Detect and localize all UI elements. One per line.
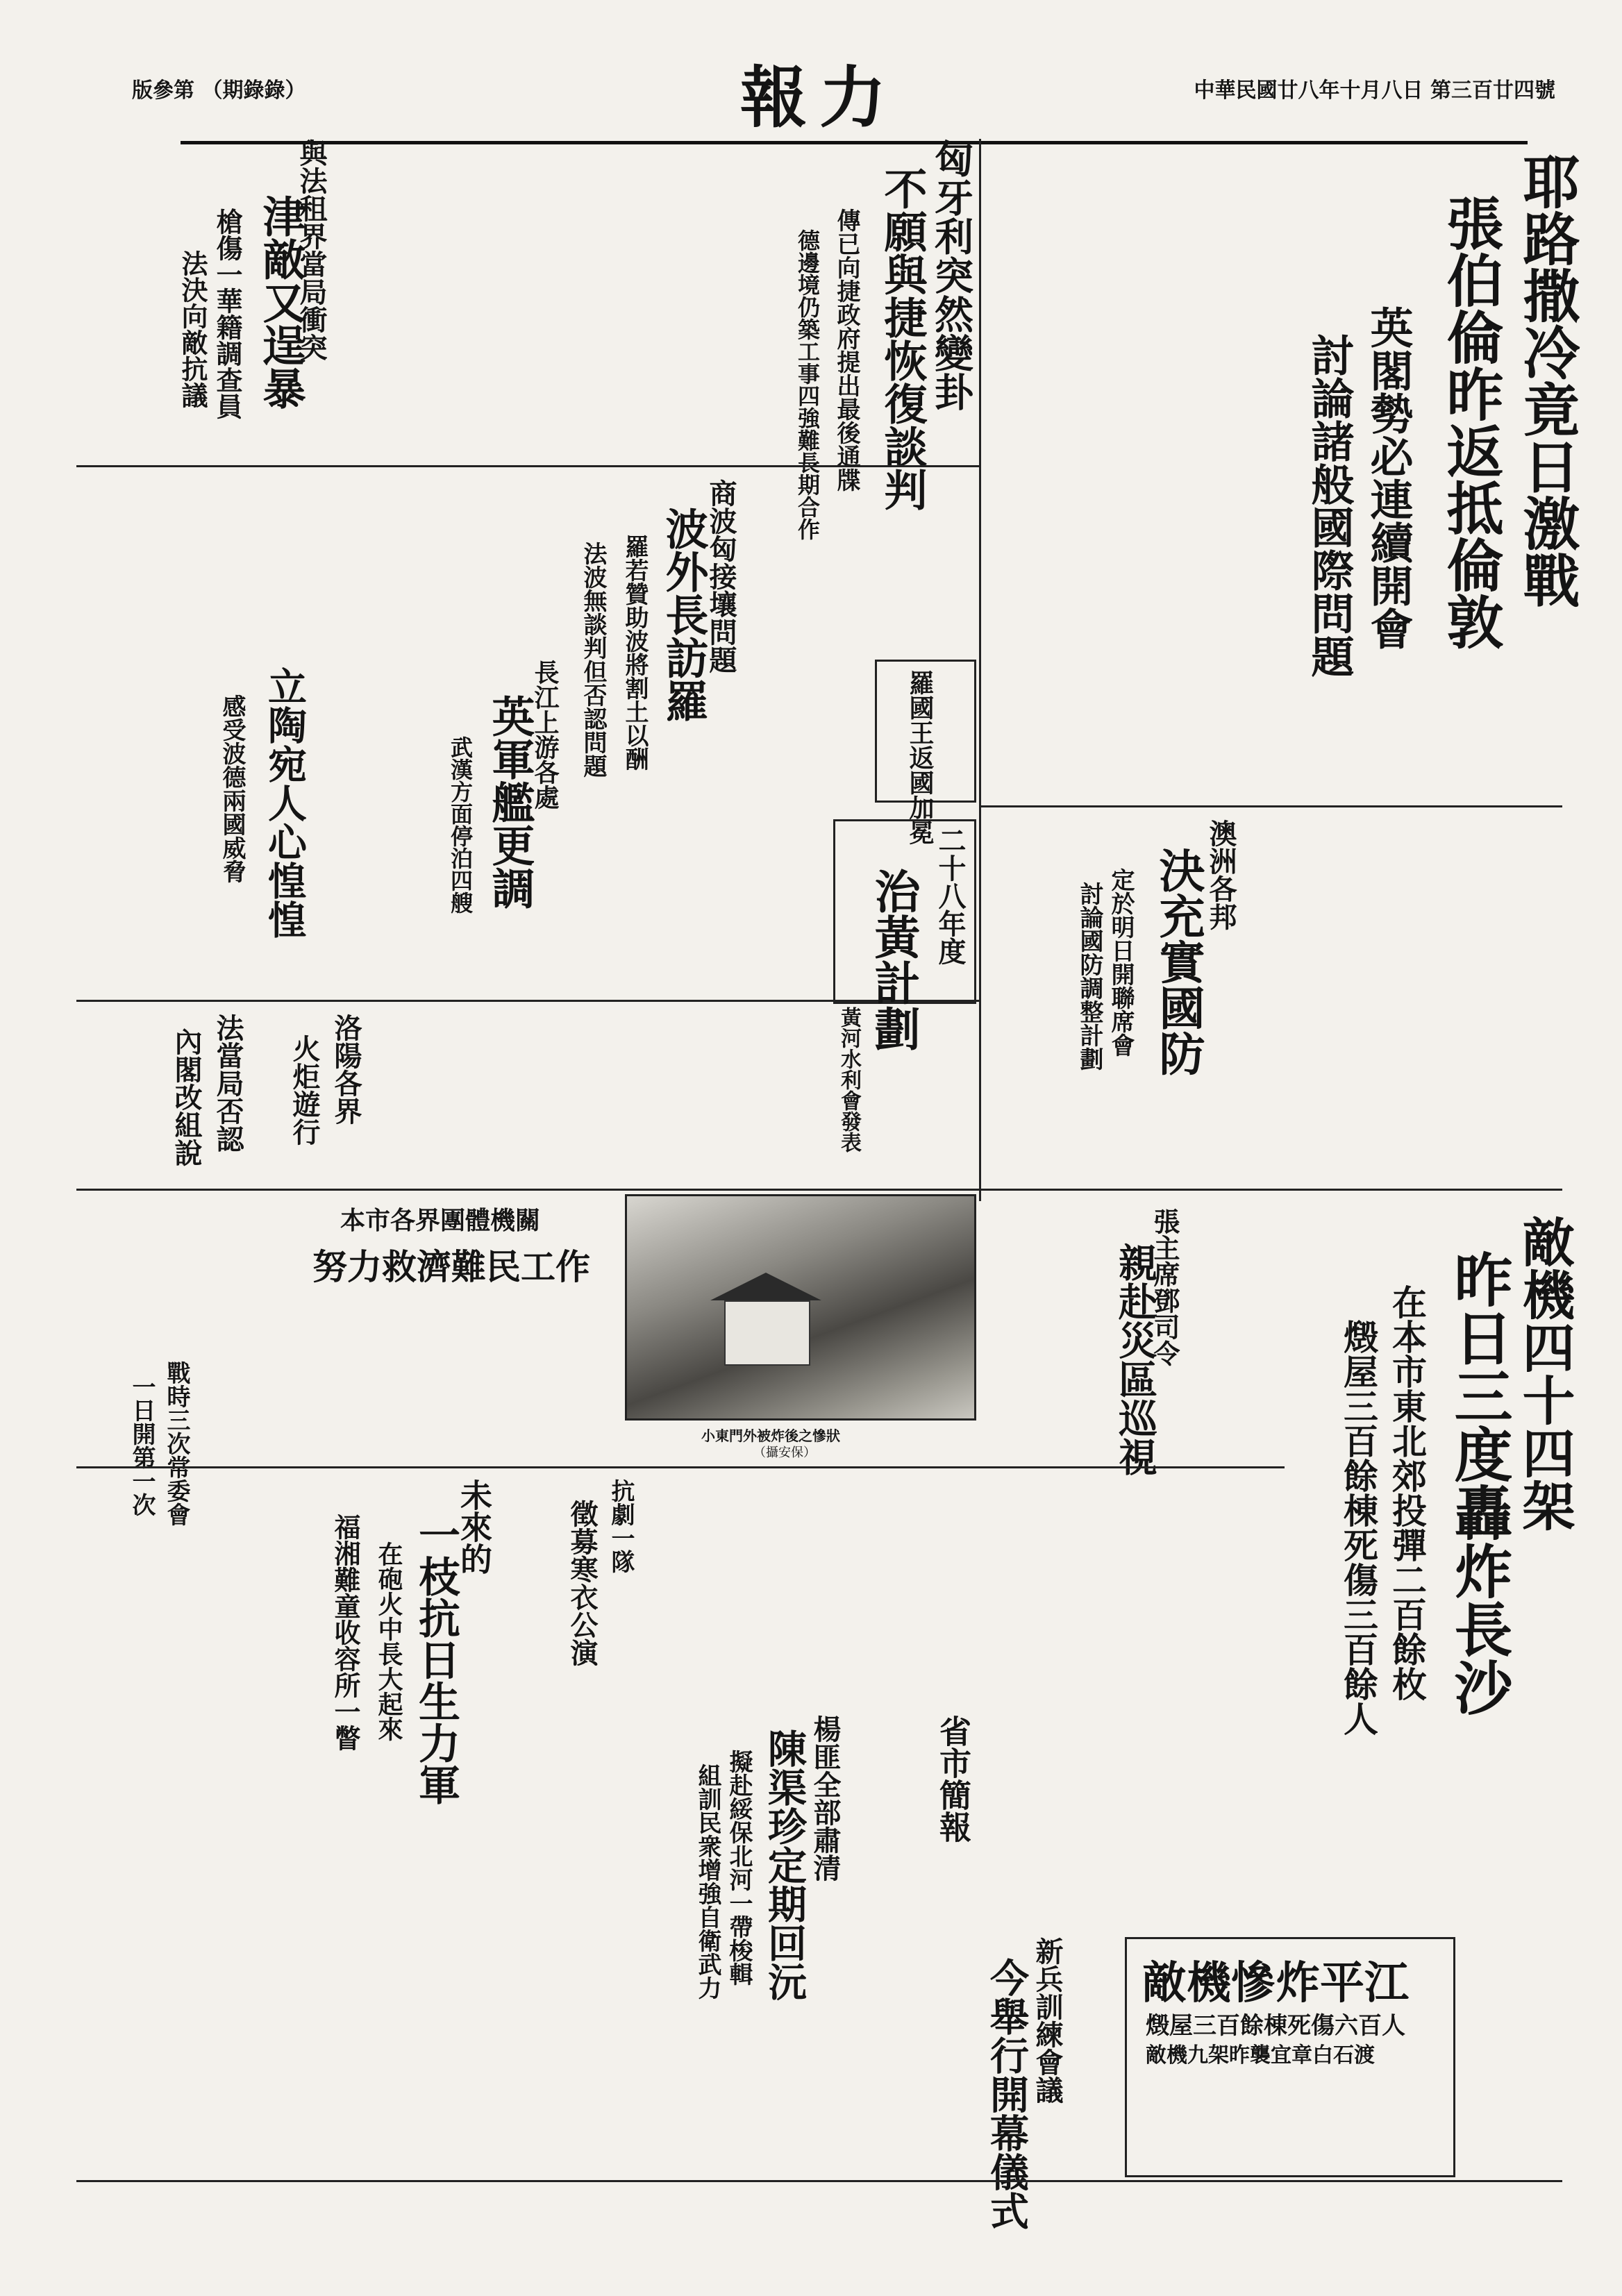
poland-headline-3: 羅若贊助波將割土以酬 — [621, 535, 649, 771]
winter-body-2 — [639, 1479, 889, 1708]
section-rule — [76, 1466, 1285, 1468]
zhang-headline-2: 親赴災區巡視 — [1112, 1243, 1158, 1476]
relief-body — [326, 1291, 618, 1458]
tianjin-headline-1: 與法租界當局衝突 — [295, 139, 328, 361]
hungary-body-2 — [830, 486, 969, 660]
photo-caption: 小東門外被炸後之慘狀 — [701, 1427, 840, 1444]
cabinet-headline-2: 內閣改組說 — [170, 1028, 203, 1166]
lead-body-2 — [1222, 153, 1278, 396]
romania-body-2 — [708, 663, 819, 802]
middle-body — [979, 1201, 1104, 1458]
raid-headline-3: 在本市東北郊投彈二百餘枚 — [1387, 1284, 1428, 1701]
section-rule — [979, 805, 1562, 807]
poland-talks-headline: 法波無談判但否認問題 — [579, 542, 607, 778]
australia-body-2 — [986, 812, 1069, 1187]
council-body-2 — [83, 1354, 118, 1458]
page-info: 版參第 （期錄錄） — [132, 78, 306, 103]
yellow-river-headline-3: 黃河水利會發表 — [837, 1007, 861, 1153]
bandit-headline-1: 楊匪全部肅清 — [809, 1715, 842, 1882]
luoyang-headline-1: 洛陽各界 — [330, 1014, 362, 1125]
right-lower-body — [1458, 1937, 1555, 2173]
hungary-headline-3: 傳已向捷政府提出最後通牒 — [833, 208, 860, 492]
future-body-2 — [83, 1729, 486, 1951]
training-headline-1: 新兵訓練會議 — [1031, 1937, 1064, 2104]
romania-headline: 羅國王返國加冕 — [905, 670, 935, 845]
zhang-body — [1180, 1208, 1278, 1458]
left-middle-body — [83, 1201, 319, 1340]
photo-credit: （攝安保） — [753, 1446, 816, 1460]
masthead — [76, 38, 1562, 137]
yangtze-body-2 — [326, 660, 430, 1007]
newspaper-logo: 報力 — [740, 58, 898, 137]
lower-center-body — [708, 1937, 958, 2173]
briefs-body — [847, 1715, 923, 1923]
german-border-headline: 德邊境仍築工事四強難長期合作 — [794, 229, 821, 540]
section-rule — [76, 1189, 1562, 1191]
future-body — [83, 1479, 319, 1715]
pingjiang-body — [1139, 2072, 1437, 2166]
yellow-river-headline-2: 治黃計劃 — [867, 868, 921, 1051]
tianjin-headline-4: 法決向敵抗議 — [177, 250, 208, 408]
luoyang-headline-2: 火炬遊行 — [288, 1034, 321, 1146]
bandit-body — [493, 1715, 680, 2173]
cabinet-headline-1: 法當局否認 — [212, 1014, 244, 1153]
column-rule — [979, 139, 981, 1201]
winter-headline-1: 抗劇一隊 — [607, 1479, 635, 1573]
pingjiang-headline-3: 敵機九架昨襲宜章白石渡 — [1146, 2043, 1375, 2068]
future-body-3 — [83, 1965, 486, 2173]
lithuania-headline-2: 感受波德兩國威脅 — [218, 694, 246, 883]
issue-date: 中華民國廿八年十月八日 第三百廿四號 — [1194, 78, 1555, 103]
bottom-rule — [76, 2180, 1562, 2182]
lithuania-headline-1: 立陶宛人心惶惶 — [262, 667, 308, 939]
winter-headline-2: 徵募寒衣公演 — [566, 1500, 599, 1666]
section-rule — [76, 465, 979, 467]
council-body — [201, 1354, 319, 1458]
australia-headline-1: 澳洲各邦 — [1205, 819, 1237, 930]
lead-headline-1: 耶路撒冷竟日激戰 — [1514, 153, 1580, 608]
orphan-headline: 福湘難童收容所一瞥 — [330, 1514, 361, 1751]
poland-headline-2: 波外長訪羅 — [658, 507, 709, 722]
tianjin-headline-2: 津敵又逞暴 — [256, 194, 306, 410]
relief-headline-1: 本市各界團體機關 — [340, 1206, 541, 1235]
yellow-river-body — [604, 819, 826, 993]
yellow-river-headline-1: 二十八年度 — [934, 826, 967, 965]
australia-body — [1250, 812, 1555, 1187]
lead-headline-2: 張伯倫昨返抵倫敦 — [1437, 194, 1504, 650]
training-headline-2: 今舉行開幕儀式 — [984, 1958, 1030, 2230]
tianjin-headline-3: 槍傷一華籍調查員 — [212, 208, 243, 419]
yangtze-headline-2: 英軍艦更調 — [485, 694, 535, 910]
cabinet-body — [83, 1010, 160, 1184]
raid-headline-4: 燬屋三百餘棟死傷三百餘人 — [1338, 1319, 1379, 1736]
relief-headline-2: 努力救濟難民工作 — [312, 1246, 590, 1287]
australia-headline-3: 定於明日開聯席會 — [1107, 868, 1135, 1057]
lithuania-body — [83, 663, 208, 996]
australia-headline-4: 討論國防調整計劃 — [1076, 882, 1103, 1071]
lead-headline-4: 討論諸般國際問題 — [1304, 333, 1355, 678]
hungary-headline-2: 不願與捷恢復談判 — [877, 167, 928, 511]
bandit-headline-2: 陳渠珍定期回沅 — [762, 1729, 808, 2001]
training-body — [1062, 1937, 1118, 2173]
council-headline-1: 戰時三次常委會 — [162, 1361, 190, 1526]
council-headline-2: 一日開第一次 — [128, 1375, 156, 1516]
yellow-river-body-2 — [375, 1007, 819, 1180]
poland-body-2 — [83, 479, 569, 653]
raid-body — [1285, 1208, 1326, 1750]
future-headline-1: 未來的 — [455, 1479, 493, 1575]
yangtze-headline-1: 長江上游各處 — [530, 660, 560, 810]
romania-body — [826, 663, 868, 802]
pingjiang-headline-2: 燬屋三百餘棟死傷六百人 — [1146, 2012, 1405, 2040]
winter-body — [493, 1479, 555, 1708]
poland-body — [736, 479, 826, 653]
yangtze-body — [569, 660, 701, 812]
luoyang-body — [250, 1010, 281, 1184]
briefs-headline: 省市簡報 — [935, 1715, 972, 1843]
future-headline-3: 在砲火中長大起來 — [374, 1541, 403, 1741]
hungary-headline-1: 匈牙利突然變卦 — [928, 139, 974, 411]
hungary-body — [653, 135, 785, 462]
raid-headline-1: 敵機四十四架 — [1514, 1215, 1575, 1532]
future-headline-2: 一枝抗日生力軍 — [412, 1514, 460, 1805]
lead-headline-3: 英閣勢必連續開會 — [1363, 305, 1414, 650]
raid-headline-2: 昨日三度轟炸長沙 — [1445, 1250, 1514, 1716]
tianjin-body — [83, 139, 167, 451]
zhang-headline-1: 張主席鄧司令 — [1149, 1208, 1180, 1366]
raid-body-2 — [1285, 1763, 1555, 1930]
poland-headline-1: 商波匈接壤問題 — [705, 479, 737, 673]
briefs-body-2 — [972, 1715, 1278, 1923]
tianjin-body-2 — [326, 135, 646, 462]
pingjiang-headline-1: 敵機慘炸平江 — [1142, 1957, 1409, 2009]
yangtze-headline-3: 武漢方面停泊四艘 — [447, 736, 474, 914]
bandit-headline-3: 擬赴綏保北河一帶梭輯 — [725, 1750, 753, 1986]
australia-headline-2: 決充實國防 — [1151, 847, 1205, 1076]
bombing-photo — [625, 1194, 976, 1421]
bandit-headline-4: 組訓民衆增強自衛武力 — [694, 1763, 721, 2000]
